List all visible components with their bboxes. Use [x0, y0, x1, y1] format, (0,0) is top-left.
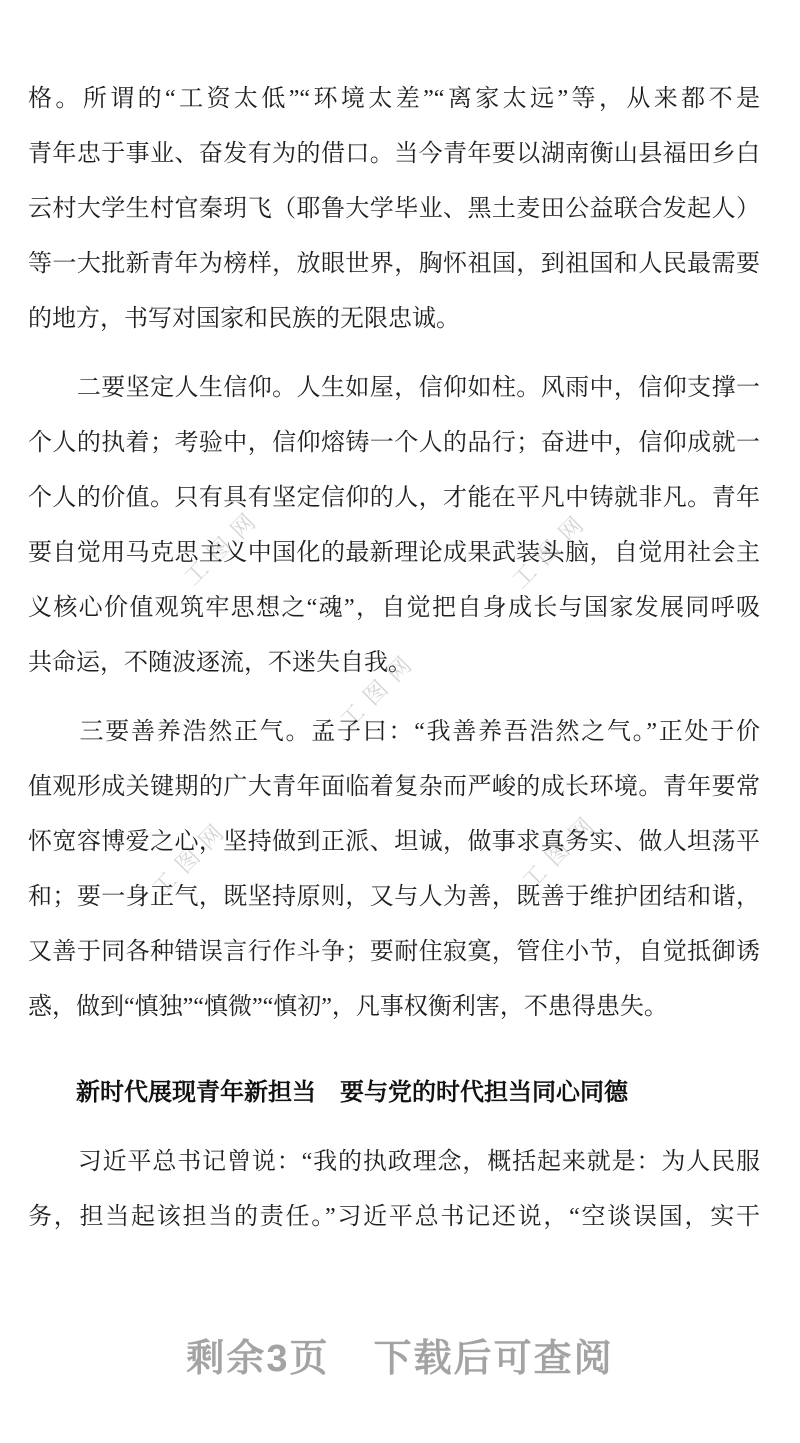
paragraph-second-point — [28, 361, 760, 691]
text-line: 义核心价值观筑牢思想之“魂”，自觉把自身成长与国家发展同呼吸 — [28, 595, 760, 621]
text-line: 云村大学生村官秦玥飞（耶鲁大学毕业、黑土麦田公益联合发起人） — [28, 196, 760, 222]
text-line: 个人的执着；考验中，信仰熔铸一个人的品行；奋进中，信仰成就一 — [28, 430, 760, 456]
text-line: 等一大批新青年为榜样，放眼世界，胸怀祖国，到祖国和人民最需要 — [28, 251, 760, 277]
watermark-text: 工图网 — [146, 812, 236, 902]
text-line: 青年忠于事业、奋发有为的借口。当今青年要以湖南衡山县福田乡白 — [28, 141, 760, 167]
remaining-pages-label: 剩余3页 — [186, 1338, 330, 1380]
text-line: 的地方，书写对国家和民族的无限忠诚。 — [28, 306, 460, 332]
text-line: 格。所谓的“工资太低”“环境太差”“离家太远”等，从来都不是 — [28, 86, 760, 112]
text-line: 二要坚定人生信仰。人生如屋，信仰如柱。风雨中，信仰支撑一 — [28, 375, 760, 401]
text-line: 个人的价值。只有具有坚定信仰的人，才能在平凡中铸就非凡。青年 — [28, 485, 760, 511]
preview-footer — [0, 1332, 800, 1387]
text-line: 习近平总书记曾说：“我的执政理念，概括起来就是：为人民服 — [28, 1149, 760, 1175]
watermark-text: 工图网 — [178, 501, 268, 591]
watermark-text: 工图网 — [506, 504, 596, 594]
text-line: 要自觉用马克思主义中国化的最新理论成果武装头脑，自觉用社会主 — [28, 540, 760, 566]
paragraph-third-point — [28, 705, 760, 1035]
text-line: 又善于同各种错误言行作斗争；要耐住寂寞，管住小节，自觉抵御诱 — [28, 939, 760, 965]
text-line: 新时代展现青年新担当 要与党的时代担当同心同德 — [28, 1080, 628, 1106]
text-line: 务，担当起该担当的责任。”习近平总书记还说，“空谈误国，实干 — [28, 1204, 760, 1230]
text-line: 惑，做到“慎独”“慎微”“慎初”，凡事权衡利害，不患得患失。 — [28, 994, 668, 1020]
section-heading — [28, 1066, 760, 1121]
download-hint-label: 下载后可查阅 — [373, 1338, 614, 1380]
text-line: 怀宽容博爱之心，坚持做到正派、坦诚，做事求真务实、做人坦荡平 — [28, 829, 760, 855]
paragraph-fourth — [28, 1135, 760, 1245]
text-line: 和；要一身正气，既坚持原则，又与人为善，既善于维护团结和谐， — [28, 884, 760, 910]
watermark-text: 工图网 — [334, 644, 424, 734]
text-line: 三要善养浩然正气。孟子曰：“我善养吾浩然之气。”正处于价 — [28, 719, 760, 745]
watermark-text: 工图网 — [516, 805, 606, 895]
paragraph-continuation — [28, 72, 760, 347]
text-line: 值观形成关键期的广大青年面临着复杂而严峻的成长环境。青年要常 — [28, 774, 760, 800]
text-line: 共命运，不随波逐流，不迷失自我。 — [28, 650, 412, 676]
